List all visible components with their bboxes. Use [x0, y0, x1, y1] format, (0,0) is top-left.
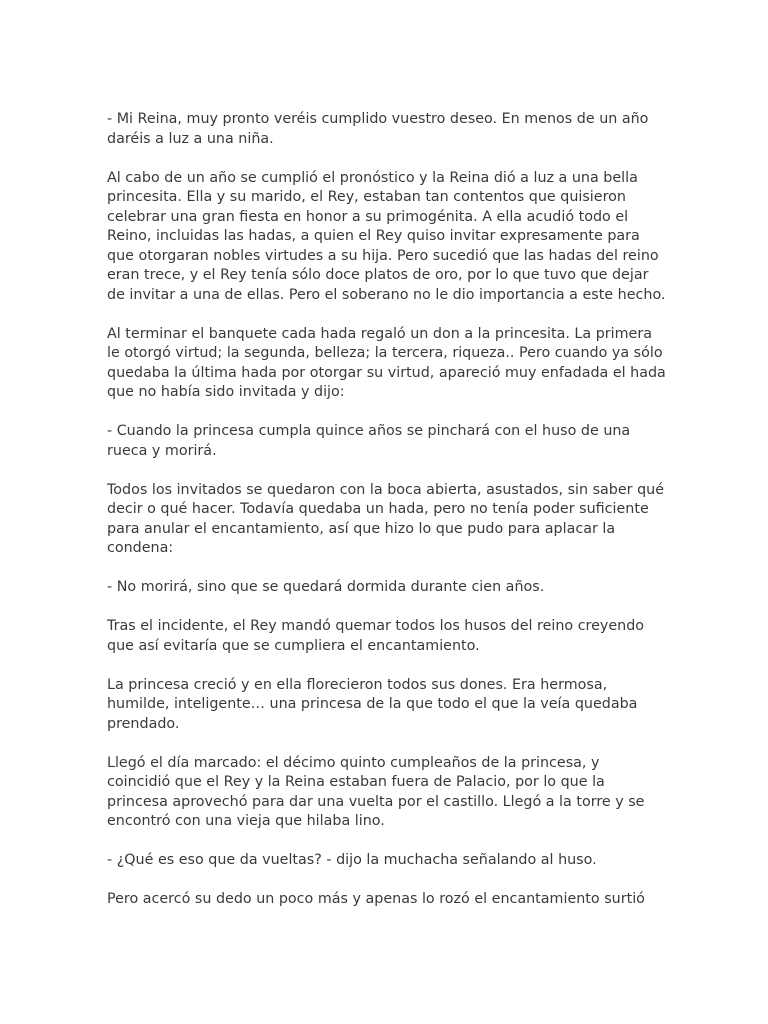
paragraph: Al cabo de un año se cumplió el pronóstico y la Reina dió a luz a una bella princesita. Ella y su marido, el Rey, estaban tan contentos que quisieron celebrar una gran fiesta en honor a su primogénita. A ella acudió todo el Reino, incluidas las hadas, a quien el Rey quiso invitar expresamente para que otorgaran nobles virtudes a su hija. Pero sucedió que las hadas del reino eran trece, y el Rey tenía sólo doce platos de oro, por lo que tuvo que dejar de invitar a una de ellas. Pero el soberano no le dio importancia a este hecho. [107, 169, 666, 303]
paragraph: Tras el incidente, el Rey mandó quemar todos los husos del reino creyendo que así evitaría que se cumpliera el encantamiento. [107, 618, 645, 654]
paragraph: Todos los invitados se quedaron con la boca abierta, asustados, sin saber qué decir o qué hacer. Todavía quedaba un hada, pero no tenía poder suficiente para anular el encantamiento, así que hizo lo que pudo para aplacar la condena: [107, 481, 665, 556]
paragraph: Al terminar el banquete cada hada regaló un don a la princesita. La primera le otorgó virtud; la segunda, belleza; la tercera, riqueza.. Pero cuando ya sólo quedaba la última hada por otorgar su virtud, apareció muy enfadada el hada que no había sido invitada y dijo: [107, 325, 666, 400]
paragraph: - ¿Qué es eso que da vueltas? - dijo la muchacha señalando al huso. [107, 852, 597, 868]
paragraph: - Mi Reina, muy pronto veréis cumplido vuestro deseo. En menos de un año daréis a luz a una niña. [107, 111, 649, 147]
paragraph: - No morirá, sino que se quedará dormida durante cien años. [107, 579, 545, 595]
paragraph: - Cuando la princesa cumpla quince años se pinchará con el huso de una rueca y morirá. [107, 423, 631, 459]
story-text [107, 110, 667, 929]
paragraph: Pero acercó su dedo un poco más y apenas lo rozó el encantamiento surtió [107, 891, 645, 907]
paragraph: Llegó el día marcado: el décimo quinto cumpleaños de la princesa, y coincidió que el Rey y la Reina estaban fuera de Palacio, por lo que la princesa aprovechó para dar una vuelta por el castillo. Llegó a la torre y se encontró con una vieja que hilaba lino. [107, 754, 645, 829]
paragraph: La princesa creció y en ella florecieron todos sus dones. Era hermosa, humilde, inteligente… una princesa de la que todo el que la veía quedaba prendado. [107, 676, 638, 732]
